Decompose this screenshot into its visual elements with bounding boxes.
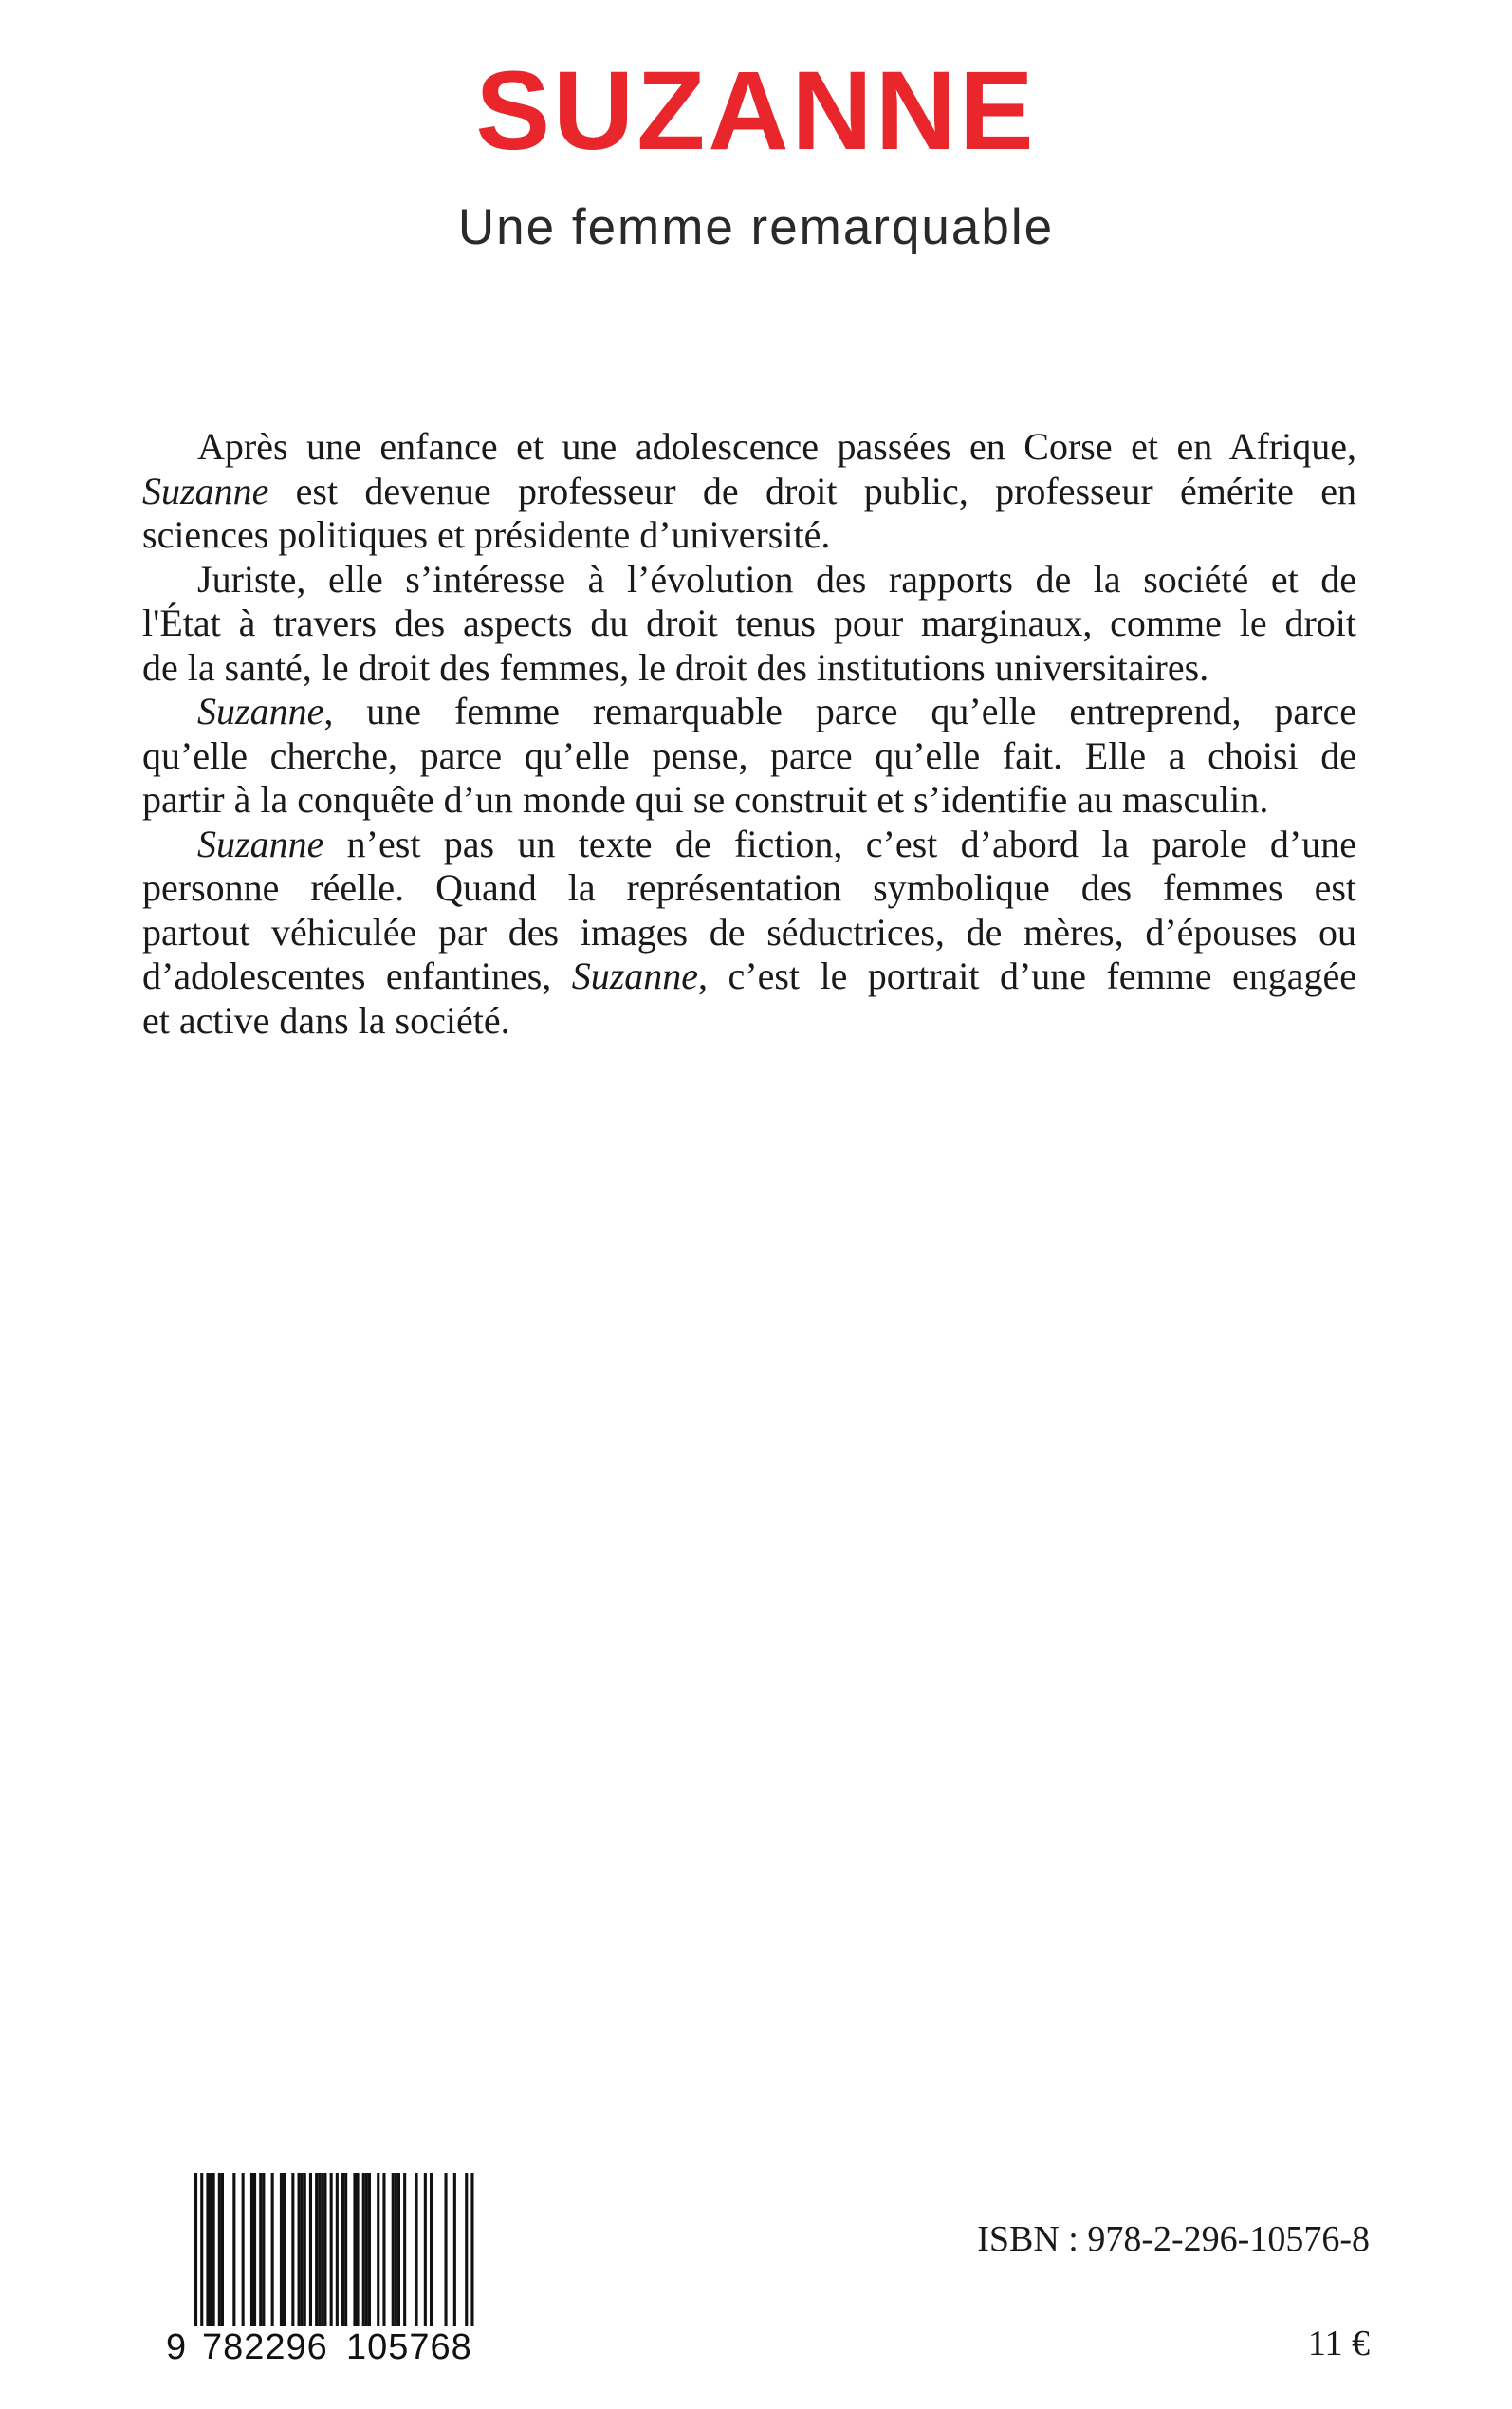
barcode-bar	[218, 2173, 221, 2326]
blurb-line: qu’elle cherche, parce qu’elle pense, parce qu’elle fait. Elle a choisi de	[142, 733, 1356, 777]
barcode-bar	[362, 2173, 365, 2326]
blurb-line-text: n’est pas un texte de fiction, c’est d’abord la parole d’une	[323, 822, 1356, 865]
barcode-bar	[221, 2173, 224, 2326]
barcode-lead-digit: 9	[166, 2327, 188, 2367]
barcode-digits	[166, 2326, 498, 2368]
blurb-line	[142, 690, 1356, 734]
back-cover-blurb	[142, 425, 1356, 1043]
barcode-bar	[253, 2173, 256, 2326]
barcode-bar	[341, 2173, 344, 2326]
blurb-line: Juriste, elle s’intéresse à l’évolution des rapports de la société et de	[197, 557, 1356, 601]
barcode-bar	[344, 2173, 347, 2326]
barcode-bar	[200, 2173, 203, 2348]
barcode-bar	[365, 2173, 368, 2326]
barcode-bar	[210, 2173, 212, 2326]
blurb-line-text: est devenue professeur de droit public, professeur émérite en	[268, 469, 1356, 512]
isbn-number: ISBN : 978-2-296-10576-8	[977, 2219, 1370, 2259]
blurb-line	[142, 954, 1356, 999]
barcode-bar	[377, 2173, 379, 2326]
barcode-bar	[424, 2173, 427, 2326]
barcode-bar	[259, 2173, 262, 2326]
barcode-bar	[291, 2173, 294, 2326]
barcode-bar	[395, 2173, 397, 2326]
barcode-bar	[357, 2173, 360, 2326]
book-title: SUZANNE	[475, 48, 1037, 174]
barcode-bar	[212, 2173, 215, 2326]
blurb-line: sciences politiques et présidente d’université.	[142, 513, 831, 556]
barcode-bar	[232, 2173, 235, 2326]
barcode-bar	[262, 2173, 265, 2326]
blurb-line: personne réelle. Quand la représentation symbolique des femmes est	[142, 866, 1356, 909]
barcode-bar	[315, 2173, 318, 2326]
barcode-bar	[309, 2173, 312, 2326]
barcode-bar	[397, 2173, 400, 2326]
blurb-paragraph-4	[142, 823, 1356, 1044]
barcode-bar	[465, 2173, 468, 2348]
barcode-bar	[242, 2173, 245, 2326]
blurb-paragraph-1	[142, 425, 1356, 558]
barcode-bar	[368, 2173, 371, 2326]
barcode-bar	[430, 2173, 433, 2326]
barcode-bar	[392, 2173, 395, 2326]
barcode-bar	[353, 2173, 356, 2326]
barcode-bar	[415, 2173, 418, 2326]
barcode-digit-group-right: 105768	[346, 2327, 472, 2367]
barcode-bar	[304, 2173, 306, 2326]
barcode-bar	[250, 2173, 253, 2326]
barcode-bar	[382, 2173, 385, 2326]
barcode-bar	[321, 2173, 323, 2326]
barcode-bar	[283, 2173, 286, 2326]
barcode-bar	[470, 2173, 473, 2348]
barcode-bar	[453, 2173, 456, 2326]
title-emphasis: Suzanne	[571, 954, 699, 997]
barcode-bar	[271, 2173, 274, 2326]
price: 11 €	[1307, 2324, 1370, 2363]
title-emphasis: Suzanne	[197, 822, 324, 865]
blurb-paragraph-2	[142, 558, 1356, 691]
blurb-line: de la santé, le droit des femmes, le droit des institutions universitaires.	[142, 645, 1209, 689]
blurb-paragraph-3	[142, 690, 1356, 823]
barcode-bar	[336, 2173, 339, 2348]
barcode-bar	[206, 2173, 209, 2326]
barcode-bar	[445, 2173, 448, 2326]
barcode-bar	[323, 2173, 326, 2326]
barcode-bar	[330, 2173, 333, 2348]
blurb-line-text: , c’est le portrait d’une femme engagée	[698, 954, 1356, 997]
barcode-digit-group-left: 782296	[202, 2327, 328, 2367]
blurb-line: partir à la conquête d’un monde qui se construit et s’identifie au masculin.	[142, 778, 1269, 821]
blurb-line: et active dans la société.	[142, 998, 510, 1042]
blurb-line	[142, 823, 1356, 867]
barcode-bar	[298, 2173, 301, 2326]
blurb-line: Après une enfance et une adolescence passées en Corse et en Afrique,	[197, 425, 1356, 468]
blurb-line	[142, 470, 1356, 514]
blurb-line-text: , une femme remarquable parce qu’elle entreprend, parce	[323, 690, 1356, 732]
barcode-bar	[403, 2173, 406, 2326]
blurb-line: l'État à travers des aspects du droit tenus pour marginaux, comme le droit	[142, 602, 1356, 644]
barcode-bar	[194, 2173, 197, 2348]
book-subtitle: Une femme remarquable	[457, 199, 1055, 255]
blurb-line-text: d’adolescentes enfantines,	[142, 954, 572, 997]
barcode-bar	[280, 2173, 283, 2326]
title-emphasis: Suzanne	[142, 469, 269, 512]
title-emphasis: Suzanne	[197, 690, 324, 732]
barcode-bar	[318, 2173, 321, 2326]
barcode-bar	[301, 2173, 304, 2326]
blurb-line: partout véhiculée par des images de séductrices, de mères, d’épouses ou	[142, 910, 1356, 954]
